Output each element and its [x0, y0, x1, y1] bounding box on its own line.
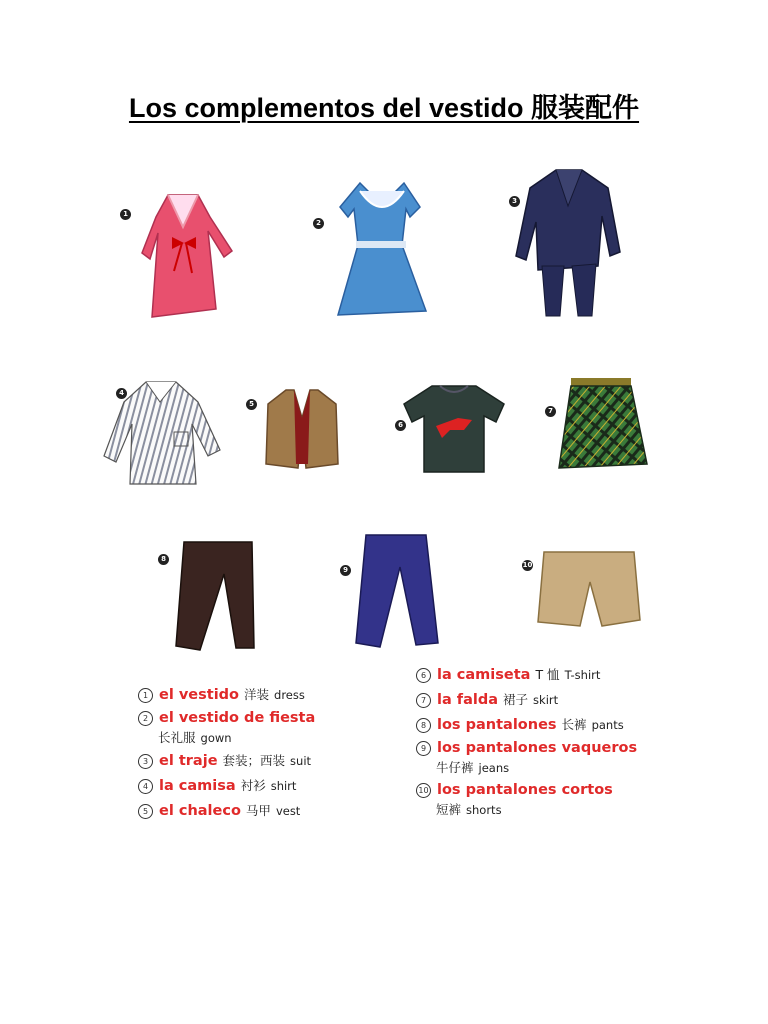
english-term: vest — [275, 804, 301, 818]
vocab-item-1 — [138, 685, 320, 704]
vocab-number: 10 — [416, 783, 431, 798]
vocab-number: 7 — [416, 693, 431, 708]
vocab-list-right — [416, 665, 642, 818]
chinese-term: 衬衫 — [240, 778, 266, 793]
jeans-icon — [354, 533, 440, 649]
tshirt-icon — [402, 384, 506, 474]
item-number-1: 1 — [120, 209, 131, 220]
vocab-item-9-translation — [416, 758, 642, 776]
english-term: shirt — [270, 779, 297, 793]
item-number-5: 5 — [246, 399, 257, 410]
english-term: gown — [200, 731, 232, 745]
item-number-3: 3 — [509, 196, 520, 207]
item-number-2: 2 — [313, 218, 324, 229]
dress-icon — [138, 187, 238, 323]
spanish-term: la falda — [437, 692, 499, 708]
vocab-number: 1 — [138, 688, 153, 703]
spanish-term: la camisa — [159, 778, 236, 794]
chinese-term: 短裤 — [436, 802, 462, 817]
vocab-number: 5 — [138, 804, 153, 819]
chinese-term: 长裤 — [561, 717, 587, 732]
vest-icon — [262, 388, 342, 470]
vocab-item-3 — [138, 751, 320, 770]
shirt-icon — [104, 380, 220, 488]
chinese-term: 裙子 — [503, 692, 529, 707]
pants-icon — [174, 540, 256, 652]
vocab-item-5 — [138, 801, 320, 820]
english-term: T-shirt — [564, 668, 601, 682]
english-term: shorts — [466, 803, 502, 817]
spanish-term: el traje — [159, 753, 218, 769]
vocab-number: 4 — [138, 779, 153, 794]
vocab-number: 6 — [416, 668, 431, 683]
vocab-number: 2 — [138, 711, 153, 726]
gown-icon — [322, 179, 442, 321]
chinese-term: 洋装 — [244, 687, 270, 702]
vocab-item-2 — [138, 710, 320, 727]
item-number-9: 9 — [340, 565, 351, 576]
chinese-term: 马甲 — [245, 803, 271, 818]
vocab-number: 3 — [138, 754, 153, 769]
spanish-term: los pantalones — [437, 717, 557, 733]
item-number-6: 6 — [395, 420, 406, 431]
spanish-term: la camiseta — [437, 667, 531, 683]
vocab-item-7 — [416, 690, 642, 709]
spanish-term: los pantalones cortos — [437, 782, 613, 798]
item-number-8: 8 — [158, 554, 169, 565]
chinese-term: 长礼服 — [158, 730, 196, 745]
item-number-10: 10 — [522, 561, 533, 569]
english-term: pants — [591, 718, 624, 732]
title-text: Los complementos del vestido 服装配件 — [128, 93, 640, 123]
suit-icon — [516, 166, 622, 320]
spanish-term: el vestido de fiesta — [159, 710, 316, 726]
vocab-item-9 — [416, 740, 642, 757]
item-number-4: 4 — [116, 388, 127, 399]
vocab-item-6 — [416, 665, 642, 684]
chinese-term: 套装；西装 — [222, 753, 286, 768]
shorts-icon — [536, 550, 642, 630]
vocab-item-2-translation — [138, 728, 320, 746]
spanish-term: el vestido — [159, 687, 240, 703]
english-term: suit — [290, 754, 312, 768]
item-number-7: 7 — [545, 406, 556, 417]
spanish-term: el chaleco — [159, 803, 241, 819]
vocab-number: 9 — [416, 741, 431, 756]
chinese-term: 牛仔裤 — [436, 760, 474, 775]
skirt-icon — [557, 376, 649, 470]
english-term: dress — [274, 688, 305, 702]
vocab-item-4 — [138, 776, 320, 795]
english-term: skirt — [533, 693, 559, 707]
english-term: jeans — [478, 761, 510, 775]
spanish-term: los pantalones vaqueros — [437, 740, 638, 756]
vocab-item-10-translation — [416, 800, 642, 818]
vocab-list-left — [138, 685, 320, 820]
page-title — [0, 86, 768, 125]
vocab-item-8 — [416, 715, 642, 734]
chinese-term: T 恤 — [535, 667, 560, 682]
vocab-number: 8 — [416, 718, 431, 733]
vocab-item-10 — [416, 782, 642, 799]
